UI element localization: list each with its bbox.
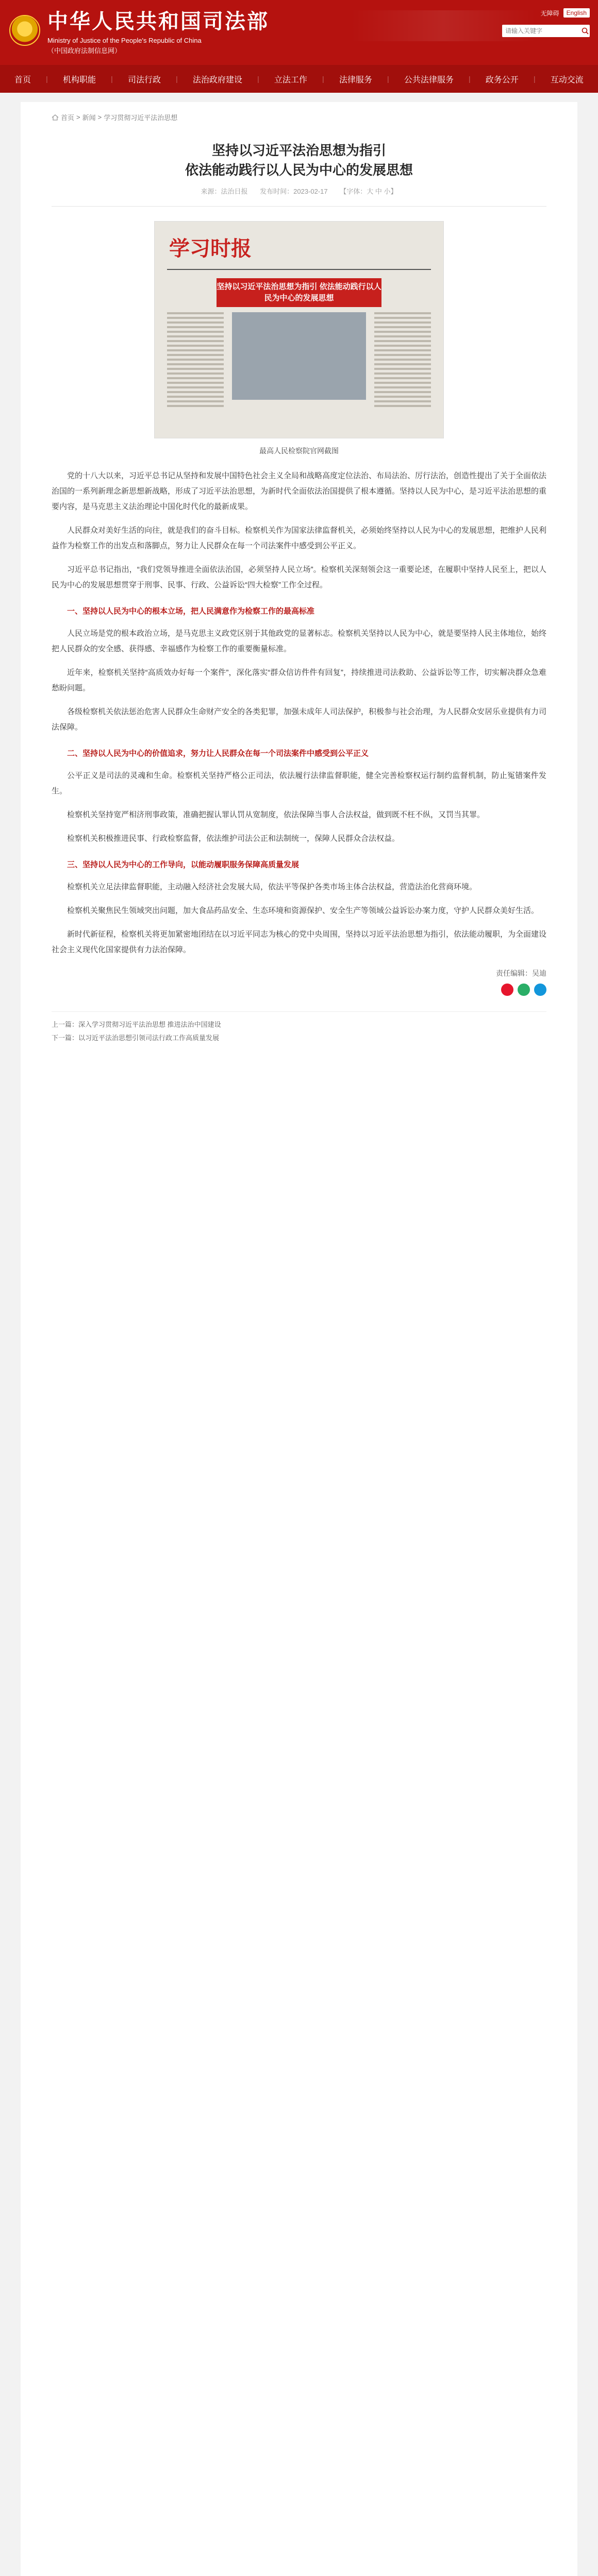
- article-date: 发布时间：2023-02-17: [260, 188, 328, 195]
- site-subtitle-cn: （中国政府法制信息网）: [47, 47, 122, 55]
- article-body: [52, 468, 546, 958]
- site-brand[interactable]: [9, 5, 269, 55]
- nav-separator: |: [468, 75, 471, 83]
- site-subtitle-en: Ministry of Justice of the People's Republic of China: [47, 37, 202, 44]
- nav-home[interactable]: 首页: [14, 75, 31, 84]
- breadcrumb-news[interactable]: 新闻: [82, 114, 96, 122]
- paragraph: 公平正义是司法的灵魂和生命。检察机关坚持严格公正司法，依法履行法律监督职能，健全完善检察权运行制约监督机制，防止冤错案件发生。: [52, 771, 546, 795]
- search-icon[interactable]: [580, 25, 590, 37]
- article-meta: [52, 186, 546, 196]
- newspaper-masthead-image: [169, 233, 272, 262]
- divider: [52, 206, 546, 207]
- nav-separator: |: [111, 75, 113, 83]
- font-size-control[interactable]: 【字体：大 中 小】: [340, 188, 397, 195]
- article-source: 来源：法治日报: [201, 188, 248, 195]
- nav-interaction[interactable]: 互动交流: [550, 75, 584, 84]
- paragraph: 近年来，检察机关坚持“高质效办好每一个案件”，深化落实“群众信访件件有回复”，持续推进司法救助、公益诉讼等工作，切实解决群众急难愁盼问题。: [52, 668, 546, 692]
- paragraph: 人民群众对美好生活的向往，就是我们的奋斗目标。检察机关作为国家法律监督机关，必须始终坚持以人民为中心的发展思想，把维护人民利益作为检察工作的出发点和落脚点，努力让人民群众在每一个司法案件中感受到公平正义。: [52, 526, 547, 550]
- newspaper-column-right: [374, 312, 431, 420]
- newspaper-column-left: [167, 312, 224, 420]
- nav-legal-services[interactable]: 法律服务: [339, 75, 372, 84]
- article-title-line2: 依法能动践行以人民为中心的发展思想: [185, 162, 413, 178]
- newspaper-headline: 坚持以习近平法治思想为指引 依法能动践行以人民为中心的发展思想: [217, 278, 381, 307]
- article-container: [21, 102, 577, 2576]
- nav-separator: |: [387, 75, 389, 83]
- paragraph: 检察机关坚持宽严相济刑事政策，准确把握认罪认罚从宽制度，依法保障当事人合法权益，做到既不枉不纵，又罚当其罪。: [67, 810, 485, 819]
- breadcrumb-section[interactable]: 学习贯彻习近平法治思想: [104, 114, 178, 122]
- nav-separator: |: [176, 75, 178, 83]
- weibo-share-icon[interactable]: [501, 984, 513, 996]
- english-link[interactable]: English: [563, 8, 590, 18]
- section-heading: 二、坚持以人民为中心的价值追求，努力让人民群众在每一个司法案件中感受到公平正义: [67, 749, 369, 758]
- search-box: [502, 25, 590, 37]
- figure-caption: 最高人民检察院官网截图: [259, 447, 339, 455]
- section-heading: 一、坚持以人民为中心的根本立场，把人民满意作为检察工作的最高标准: [67, 607, 315, 616]
- nav-judicial-admin[interactable]: 司法行政: [127, 75, 161, 84]
- article-figure: [154, 221, 444, 438]
- newspaper-rule: [167, 269, 431, 270]
- top-actions: [541, 8, 590, 18]
- share-row: [52, 984, 546, 996]
- newspaper-masthead: 学习时报: [169, 236, 252, 261]
- article-editor: 责任编辑：吴迪: [496, 969, 546, 977]
- breadcrumb: [52, 112, 546, 122]
- paragraph: 检察机关积极推进民事、行政检察监督，依法维护司法公正和法制统一，保障人民群众合法权益。: [67, 834, 400, 843]
- nav-institution[interactable]: 机构职能: [62, 75, 96, 84]
- prev-next-links: [52, 1011, 546, 1045]
- search-input[interactable]: [502, 25, 580, 37]
- nav-public-legal-services[interactable]: 公共法律服务: [404, 75, 454, 84]
- next-article-link[interactable]: 下一篇：以习近平法治思想引领司法行政工作高质量发展: [52, 1034, 220, 1042]
- breadcrumb-sep: >: [76, 113, 80, 121]
- nav-separator: |: [257, 75, 259, 83]
- nav-open-government[interactable]: 政务公开: [485, 75, 519, 84]
- nav-separator: |: [322, 75, 324, 83]
- nav-separator: |: [46, 75, 48, 83]
- paragraph: 习近平总书记指出，“我们党领导推进全面依法治国，必须坚持人民立场”。检察机关深刻领会这一重要论述，在履职中坚持人民至上，把以人民为中心的发展思想贯穿于刑事、民事、行政、公益诉讼“四大检察”工作全过程。: [52, 565, 546, 589]
- accessibility-link[interactable]: 无障碍: [540, 9, 559, 17]
- paragraph: 党的十八大以来，习近平总书记从坚持和发展中国特色社会主义全局和战略高度定位法治、布局法治、厉行法治，创造性提出了关于全面依法治国的一系列新理念新思想新战略，形成了习近平法治思想，为新时代全面依法治国提供了根本遵循。坚持以人民为中心，是习近平法治思想的重要内容，是马克思主义法治理论中国化时代化的最新成果。: [52, 471, 547, 511]
- nav-legislation[interactable]: 立法工作: [274, 75, 307, 84]
- home-icon: [52, 114, 59, 121]
- site-header: [0, 0, 598, 93]
- paragraph: 各级检察机关依法惩治危害人民群众生命财产安全的各类犯罪，加强未成年人司法保护，积极参与社会治理，为人民群众安居乐业提供有力司法保障。: [52, 707, 547, 732]
- wechat-share-icon[interactable]: [518, 984, 530, 996]
- section-heading: 三、坚持以人民为中心的工作导向，以能动履职服务保障高质量发展: [67, 860, 300, 869]
- newspaper-photo: [232, 312, 366, 400]
- site-title: 中华人民共和国司法部: [47, 9, 269, 33]
- article-title-line1: 坚持以习近平法治思想为指引: [211, 143, 386, 158]
- nav-separator: |: [533, 75, 536, 83]
- paragraph: 人民立场是党的根本政治立场，是马克思主义政党区别于其他政党的显著标志。检察机关坚持以人民为中心，就是要坚持人民主体地位，始终把人民群众的安全感、获得感、幸福感作为检察工作的重要衡量标准。: [52, 629, 547, 653]
- paragraph: 检察机关立足法律监督职能，主动融入经济社会发展大局，依法平等保护各类市场主体合法权益，营造法治化营商环境。: [67, 883, 477, 891]
- paragraph: 检察机关聚焦民生领域突出问题，加大食品药品安全、生态环境和资源保护、安全生产等领域公益诉讼办案力度，守护人民群众美好生活。: [67, 906, 539, 915]
- national-emblem-icon: [9, 15, 40, 46]
- qzone-share-icon[interactable]: [534, 984, 546, 996]
- breadcrumb-home[interactable]: 首页: [61, 114, 75, 122]
- nav-rule-of-law[interactable]: 法治政府建设: [192, 75, 242, 84]
- main-nav: [0, 65, 598, 93]
- paragraph: 新时代新征程，检察机关将更加紧密地团结在以习近平同志为核心的党中央周围，坚持以习近平法治思想为指引，依法能动履职，为全面建设社会主义现代化国家提供有力法治保障。: [52, 930, 547, 954]
- prev-article-link[interactable]: 上一篇：深入学习贯彻习近平法治思想 推进法治中国建设: [52, 1021, 221, 1028]
- breadcrumb-sep: >: [97, 113, 102, 121]
